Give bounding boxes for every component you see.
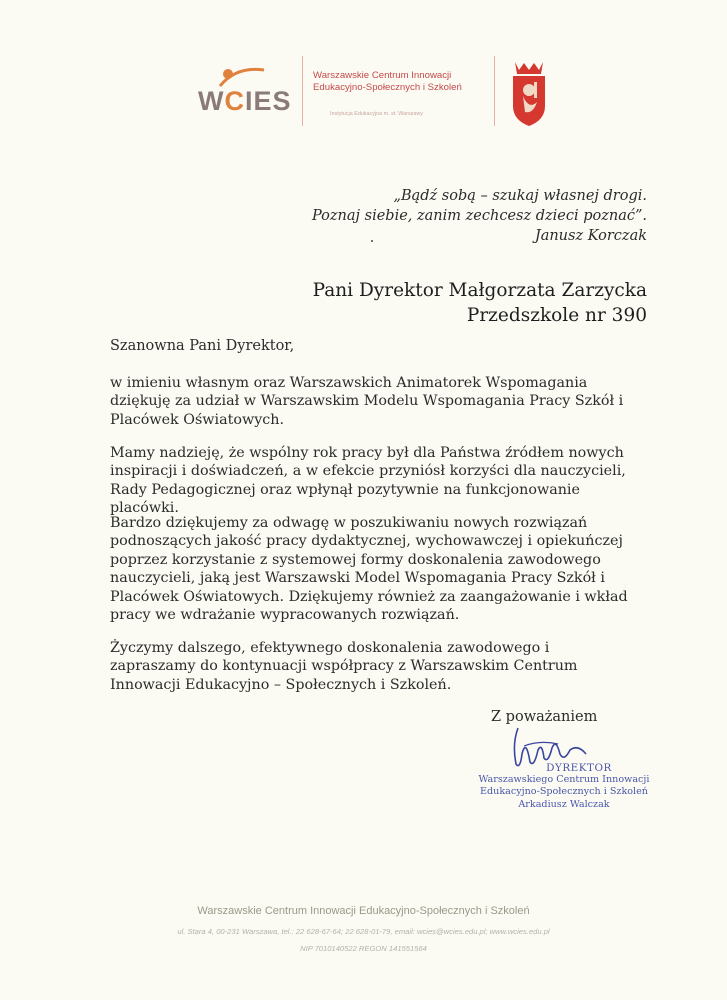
paragraph-3: Bardzo dziękujemy za odwagę w poszukiwaniu nowych rozwiązań podnoszących jakość pracy dydaktycznej, wychowawczej i opiekuńczej poprzez korzystanie z systemowej formy doskonalenia zawodowego nauczycieli, jaką jest Warszawski Model Wspomagania Pracy Szkół i Placówek Oświatowych. Dziękujemy również za zaangażowanie i wkład pracy we wdrażanie wypracowanych rozwiązań. (110, 515, 628, 624)
salutation: Szanowna Pani Dyrektor, (110, 338, 295, 354)
warsaw-crest-icon (507, 58, 551, 128)
recipient-block (313, 278, 647, 328)
header-divider (302, 56, 303, 126)
paragraph-2: Mamy nadzieję, że wspólny rok pracy był dla Państwa źródłem nowych inspiracji i doświadczeń, a w efekcie przyniósł korzyści dla nauczycieli, Rady Pedagogicznej oraz wpłynął pozytywnie na funkcjonowanie placówki. (110, 445, 626, 517)
header-divider-right (494, 56, 495, 126)
paragraph-4: Życzymy dalszego, efektywnego doskonalenia zawodowego i zapraszamy do kontynuacji współpracy z Warszawskim Centrum Innowacji Edukacyjno – Społecznych i Szkoleń. (110, 640, 578, 693)
footer-address: ul. Stara 4, 00-231 Warszawa, tel.: 22 628-67-64; 22 628-01-79, email: wcies@wcies.edu.pl; www.wcies.edu.pl (177, 927, 550, 936)
institution-subtitle: Instytucja Edukacyjna m. st. Warszawy (330, 111, 423, 117)
footer-ids: NIP 7010140522 REGON 141551564 (300, 944, 427, 953)
institution-name: Warszawskie Centrum Innowacji Edukacyjno-Społecznych i Szkoleń (313, 70, 462, 93)
wcies-logo: WCIES (198, 86, 292, 116)
paragraph-1: w imieniu własnym oraz Warszawskich Animatorek Wspomagania dziękuję za udział w Warszawskim Modelu Wspomagania Pracy Szkół i Placówek Oświatowych. (110, 375, 624, 428)
motto-quote: „Bądź sobą – szukaj własnej drogi. Poznaj siebie, zanim zechcesz dzieci poznać”. Janusz Korczak (312, 188, 647, 244)
footer-institution-name: Warszawskie Centrum Innowacji Edukacyjno-Społecznych i Szkoleń (197, 905, 530, 917)
director-stamp: DYREKTOR Warszawskiego Centrum Innowacji Edukacyjno-Społecznych i Szkoleń Arkadiusz Walczak (478, 762, 650, 810)
ink-dot (371, 240, 373, 242)
recipient-school: Przedszkole nr 390 (466, 305, 647, 326)
closing: Z poważaniem (491, 709, 598, 725)
recipient-name: Pani Dyrektor Małgorzata Zarzycka (312, 280, 647, 301)
